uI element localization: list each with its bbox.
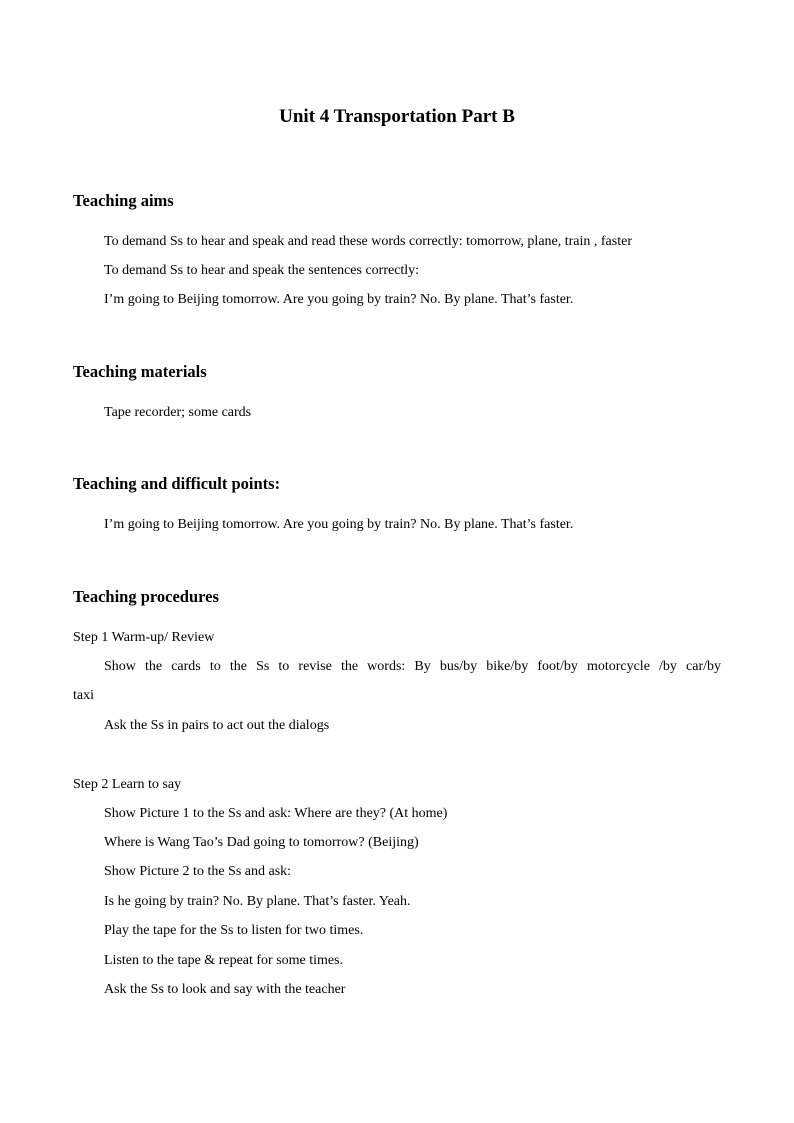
step2-line: Play the tape for the Ss to listen for two times. — [104, 923, 364, 938]
aims-heading: Teaching aims — [73, 191, 174, 210]
step2-line: Where is Wang Tao’s Dad going to tomorrow? (Beijing) — [104, 835, 419, 850]
step1-line: Ask the Ss in pairs to act out the dialogs — [104, 718, 330, 733]
step2-line: Is he going by train? No. By plane. That’s faster. Yeah. — [104, 894, 411, 909]
aims-line: To demand Ss to hear and speak and read these words correctly: tomorrow, plane, train , faster — [104, 234, 632, 249]
step2-line: Show Picture 2 to the Ss and ask: — [104, 864, 292, 879]
step2-label: Step 2 Learn to say — [73, 777, 182, 792]
procedures-heading: Teaching procedures — [73, 587, 219, 606]
step2-line: Ask the Ss to look and say with the teacher — [104, 982, 346, 997]
aims-line: I’m going to Beijing tomorrow. Are you going by train? No. By plane. That’s faster. — [104, 292, 574, 307]
points-heading: Teaching and difficult points: — [73, 474, 281, 493]
aims-line: To demand Ss to hear and speak the sentences correctly: — [104, 263, 420, 278]
step1-line-continued: taxi — [73, 688, 94, 703]
step2-line: Show Picture 1 to the Ss and ask: Where are they? (At home) — [104, 806, 448, 821]
step1-label: Step 1 Warm-up/ Review — [73, 630, 215, 645]
step1-line: Show the cards to the Ss to revise the words: By bus/by bike/by foot/by motorcycle /by car/by — [104, 659, 721, 674]
page-title: Unit 4 Transportation Part B — [279, 106, 515, 127]
materials-line: Tape recorder; some cards — [104, 405, 252, 420]
materials-heading: Teaching materials — [73, 362, 207, 381]
step2-line: Listen to the tape & repeat for some times. — [104, 953, 344, 968]
points-line: I’m going to Beijing tomorrow. Are you going by train? No. By plane. That’s faster. — [104, 517, 574, 532]
